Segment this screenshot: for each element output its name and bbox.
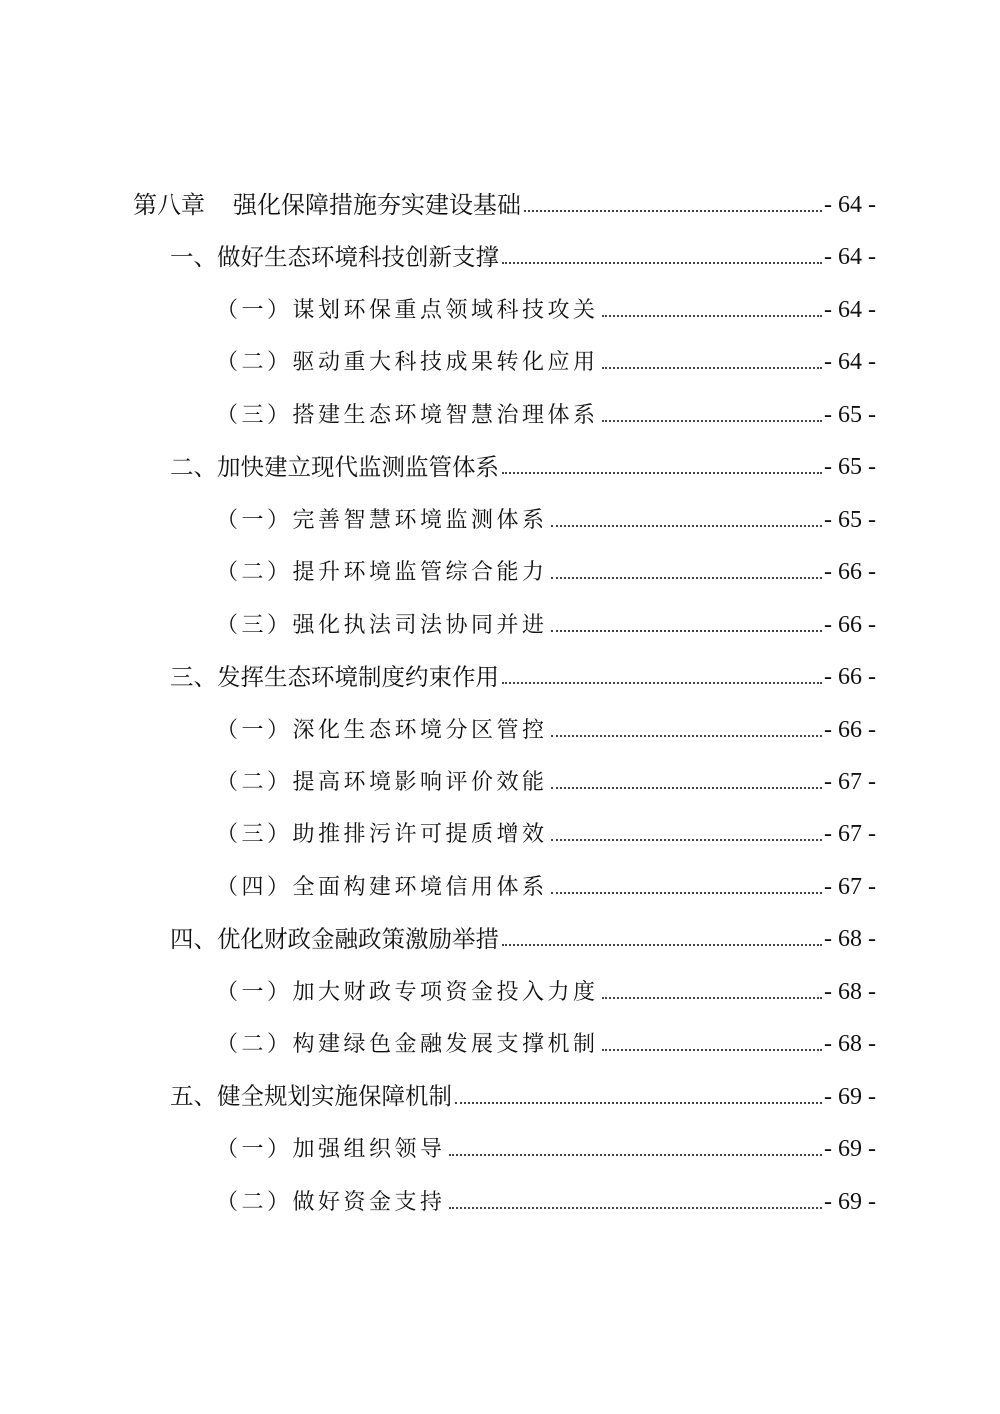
toc-title: （二）提升环境监管综合能力 bbox=[216, 560, 548, 586]
toc-page-number: - 66 - bbox=[824, 716, 876, 743]
toc-entry-sub[interactable] bbox=[0, 806, 876, 846]
toc-page-number: - 69 - bbox=[824, 1136, 876, 1163]
toc-page-number: - 67 - bbox=[824, 768, 876, 795]
toc-leader-dots bbox=[524, 210, 822, 212]
toc-entry-sub[interactable] bbox=[0, 597, 876, 637]
toc-entry-sub[interactable] bbox=[0, 1174, 876, 1214]
toc-leader-dots bbox=[502, 944, 822, 946]
toc-entry-section[interactable] bbox=[0, 439, 876, 479]
toc-title: （三）搭建生态环境智慧治理体系 bbox=[216, 402, 599, 428]
toc-entry-sub[interactable] bbox=[0, 859, 876, 899]
toc-entry-sub[interactable] bbox=[0, 282, 876, 322]
toc-entry-sub[interactable] bbox=[0, 1121, 876, 1161]
toc-entry-sub[interactable] bbox=[0, 702, 876, 742]
toc-leader-dots bbox=[502, 472, 822, 474]
toc-title: （一）深化生态环境分区管控 bbox=[216, 717, 548, 743]
toc-title: （三）助推排污许可提质增效 bbox=[216, 822, 548, 848]
toc-leader-dots bbox=[602, 1049, 823, 1051]
toc-title: （一）加大财政专项资金投入力度 bbox=[216, 979, 599, 1005]
toc-leader-dots bbox=[502, 262, 822, 264]
toc-title: （三）强化执法司法协同并进 bbox=[216, 612, 548, 638]
toc-entry-section[interactable] bbox=[0, 229, 876, 269]
toc-page-number: - 65 - bbox=[824, 506, 876, 533]
toc-entry-sub[interactable] bbox=[0, 334, 876, 374]
toc-leader-dots bbox=[551, 839, 823, 841]
toc-leader-dots bbox=[602, 315, 823, 317]
toc-leader-dots bbox=[602, 420, 823, 422]
toc-title: 三、发挥生态环境制度约束作用 bbox=[170, 662, 499, 691]
toc-leader-dots bbox=[602, 367, 823, 369]
toc-page-number: - 64 - bbox=[824, 349, 876, 376]
toc-leader-dots bbox=[551, 735, 823, 737]
toc-page-number: - 66 - bbox=[824, 611, 876, 638]
toc-leader-dots bbox=[551, 787, 823, 789]
toc-leader-dots bbox=[449, 1207, 823, 1209]
toc-page-number: - 69 - bbox=[824, 1083, 876, 1110]
toc-title: 四、优化财政金融政策激励举措 bbox=[170, 924, 499, 953]
toc-entry-sub[interactable] bbox=[0, 1016, 876, 1056]
toc-title bbox=[133, 193, 521, 217]
toc-leader-dots bbox=[502, 682, 822, 684]
toc-page-number: - 64 - bbox=[824, 192, 876, 218]
toc-title: （二）提高环境影响评价效能 bbox=[216, 769, 548, 795]
toc-title: （二）驱动重大科技成果转化应用 bbox=[216, 350, 599, 376]
toc-leader-dots bbox=[551, 577, 823, 579]
toc-page-number: - 68 - bbox=[824, 1031, 876, 1058]
toc-title: 一、做好生态环境科技创新支撑 bbox=[170, 242, 499, 271]
toc-page-number: - 65 - bbox=[824, 454, 876, 481]
toc-page-number: - 68 - bbox=[824, 926, 876, 953]
toc-entry-sub[interactable] bbox=[0, 492, 876, 532]
toc-title: （一）完善智慧环境监测体系 bbox=[216, 507, 548, 533]
toc-page-number: - 68 - bbox=[824, 978, 876, 1005]
toc-entry-sub[interactable] bbox=[0, 754, 876, 794]
toc-leader-dots bbox=[449, 1154, 823, 1156]
toc-leader-dots bbox=[551, 630, 823, 632]
toc-page-number: - 67 - bbox=[824, 873, 876, 900]
toc-title: （二）构建绿色金融发展支撑机制 bbox=[216, 1032, 599, 1058]
toc-leader-dots bbox=[551, 525, 823, 527]
toc-page-number: - 66 - bbox=[824, 559, 876, 586]
toc-page-number: - 64 - bbox=[824, 244, 876, 271]
toc-page-number: - 66 - bbox=[824, 664, 876, 691]
toc-title: （一）谋划环保重点领域科技攻关 bbox=[216, 297, 599, 323]
toc-title: （四）全面构建环境信用体系 bbox=[216, 874, 548, 900]
toc-entry-chapter[interactable] bbox=[0, 177, 876, 217]
toc-page-number: - 67 - bbox=[824, 821, 876, 848]
toc-page-number: - 69 - bbox=[824, 1188, 876, 1215]
toc-title: （二）做好资金支持 bbox=[216, 1189, 446, 1215]
toc-entry-section[interactable] bbox=[0, 649, 876, 689]
toc-title: 五、健全规划实施保障机制 bbox=[170, 1082, 452, 1111]
toc-entry-section[interactable] bbox=[0, 1069, 876, 1109]
toc-entry-section[interactable] bbox=[0, 911, 876, 951]
toc-title: 二、加快建立现代监测监管体系 bbox=[170, 452, 499, 481]
toc-leader-dots bbox=[455, 1102, 822, 1104]
chapter-number: 第八章 bbox=[133, 191, 205, 219]
toc-page-number: - 65 - bbox=[824, 401, 876, 428]
toc-entry-sub[interactable] bbox=[0, 964, 876, 1004]
toc-leader-dots bbox=[551, 892, 823, 894]
chapter-title: 强化保障措施夯实建设基础 bbox=[233, 191, 521, 219]
toc-page-number: - 64 - bbox=[824, 296, 876, 323]
toc-title: （一）加强组织领导 bbox=[216, 1137, 446, 1163]
toc-leader-dots bbox=[602, 997, 823, 999]
toc-entry-sub[interactable] bbox=[0, 387, 876, 427]
toc-entry-sub[interactable] bbox=[0, 544, 876, 584]
